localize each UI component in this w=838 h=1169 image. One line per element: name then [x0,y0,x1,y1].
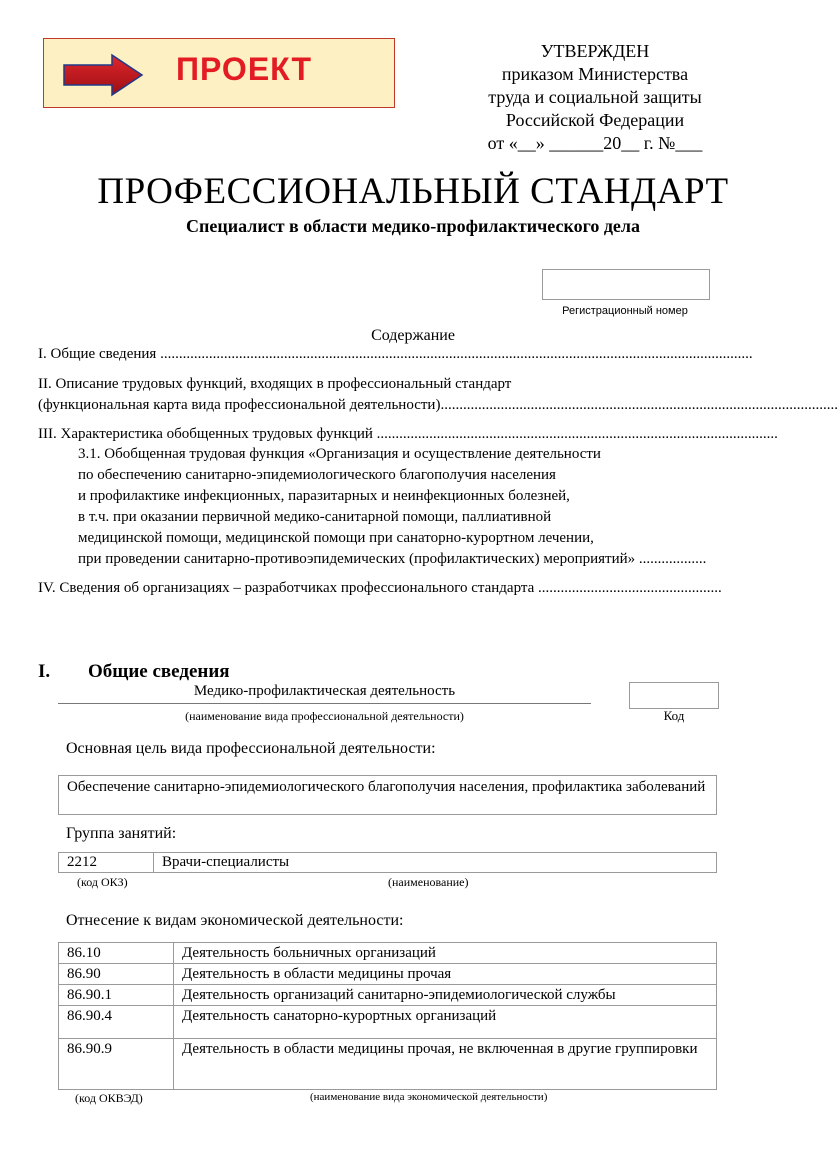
approval-line: от «__» ______20__ г. №___ [487,133,703,153]
okved-caption: (код ОКВЭД) [75,1091,143,1105]
toc-item[interactable]: IV. Сведения об организациях – разработчиках профессионального стандарта ................................................. [38,580,722,596]
toc-subitem-line[interactable]: по обеспечению санитарно-эпидемиологического благополучия населения [78,467,556,483]
econ-name-cell: Деятельность санаторно-курортных организаций [174,1006,717,1039]
okved-code-cell: 86.90.9 [59,1039,174,1090]
econ-name-cell: Деятельность в области медицины прочая [174,964,717,985]
approval-line: труда и социальной защиты [488,87,702,107]
econ-activity-table [58,942,717,1090]
document-title: ПРОФЕССИОНАЛЬНЫЙ СТАНДАРТ [97,171,729,212]
toc-subitem-line[interactable]: при проведении санитарно-противоэпидемических (профилактических) мероприятий» .................. [78,551,707,567]
goal-text: Обеспечение санитарно-эпидемиологического благополучия населения, профилактика заболеваний [58,775,717,815]
econ-name-cell: Деятельность больничных организаций [174,943,717,964]
table-row [59,985,717,1006]
table-row [59,943,717,964]
registration-number-caption: Регистрационный номер [562,305,688,317]
section-number: I. [38,661,51,682]
activity-caption: (наименование вида профессиональной деятельности) [185,709,464,723]
goal-label: Основная цель вида профессиональной деятельности: [66,740,436,757]
occupation-group-table [58,852,717,873]
toc-item[interactable]: (функциональная карта вида профессиональной деятельности).......................................................................................................... [38,397,838,413]
approval-line: приказом Министерства [501,64,689,84]
toc-heading: Содержание [371,327,455,344]
toc-subitem-line[interactable]: медицинской помощи, медицинской помощи при санаторно-курортном лечении, [78,530,594,546]
activity-name: Медико-профилактическая деятельность [58,683,591,704]
document-subtitle: Специалист в области медико-профилактического дела [185,216,641,236]
approval-line: Российской Федерации [505,110,685,130]
approval-block [470,40,720,155]
project-banner [43,38,395,108]
table-row [59,1006,717,1039]
toc-subitem-line[interactable]: 3.1. Обобщенная трудовая функция «Организация и осуществление деятельности [78,446,601,462]
toc-item[interactable]: II. Описание трудовых функций, входящих в профессиональный стандарт [38,376,512,392]
code-caption: Код [663,708,685,723]
toc-subitem-line[interactable]: и профилактике инфекционных, паразитарных и неинфекционных болезней, [78,488,570,504]
okved-code-cell: 86.90.4 [59,1006,174,1039]
toc-leader: ........................................................................................................... [372,426,778,442]
toc-item[interactable]: I. Общие сведения .............................................................................................................................................................. [38,346,753,362]
group-label: Группа занятий: [66,825,177,842]
toc-subitem-line[interactable]: в т.ч. при оказании первичной медико-санитарной помощи, паллиативной [78,509,552,525]
okved-code-cell: 86.10 [59,943,174,964]
project-label: ПРОЕКТ [176,51,313,87]
toc-leader: ................................................. [534,580,722,596]
name-caption: (наименование) [388,875,469,889]
okved-code-cell: 86.90.1 [59,985,174,1006]
okved-code-cell: 86.90 [59,964,174,985]
approval-line: УТВЕРЖДЕН [540,41,650,61]
activity-code-field[interactable] [629,682,719,709]
table-row [59,964,717,985]
table-row [59,853,717,873]
occupation-name-cell: Врачи-специалисты [154,853,717,873]
section-title: Общие сведения [88,661,230,682]
right-arrow-icon [62,53,144,97]
okz-code-cell: 2212 [59,853,154,873]
toc-item[interactable]: III. Характеристика обобщенных трудовых функций ........................................................................................................... [38,426,778,442]
okz-caption: (код ОКЗ) [77,875,128,889]
registration-number-field[interactable] [542,269,710,300]
toc-leader: .......................................................................................................... [440,397,838,413]
toc-leader: .................. [635,551,707,567]
econ-name-cell: Деятельность организаций санитарно-эпидемиологической службы [174,985,717,1006]
table-row [59,1039,717,1090]
toc-leader: .............................................................................................................................................................. [156,346,753,362]
econ-activity-label: Отнесение к видам экономической деятельности: [66,912,404,929]
econ-name-caption: (наименование вида экономической деятельности) [310,1091,548,1103]
econ-name-cell: Деятельность в области медицины прочая, не включенная в другие группировки [174,1039,717,1090]
